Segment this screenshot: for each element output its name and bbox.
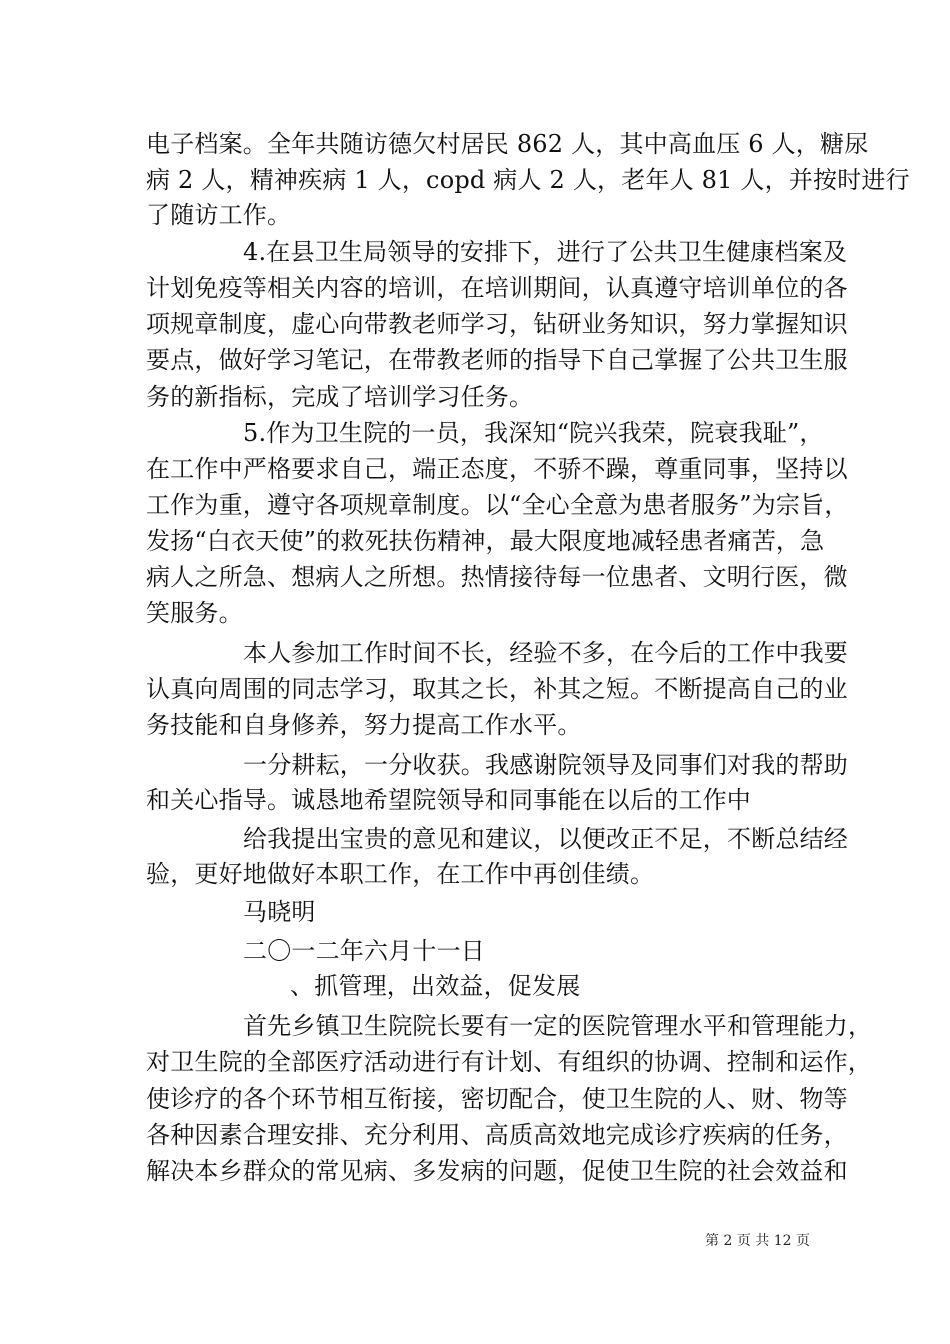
- text-line: 计划免疫等相关内容的培训，在培训期间，认真遵守培训单位的各: [146, 274, 848, 302]
- signature-name: 马晓明: [243, 898, 316, 926]
- text-line: 一分耕耘，一分收获。我感谢院领导及同事们对我的帮助: [243, 751, 848, 779]
- signature-date: 二〇一二年六月十一日: [243, 937, 485, 965]
- text-line: 发扬“白衣天使”的救死扶伤精神，最大限度地减轻患者痛苦，急: [146, 527, 825, 555]
- text-line: 要点，做好学习笔记，在带教老师的指导下自己掌握了公共卫生服: [146, 346, 848, 374]
- page-number: 第 2 页 共 12 页: [705, 1233, 810, 1249]
- text-line: 务技能和自身修养，努力提高工作水平。: [146, 711, 582, 739]
- text-line: 工作为重，遵守各项规章制度。以“全心全意为患者服务”为宗旨，: [146, 491, 849, 519]
- text-line: 在工作中严格要求自己，端正态度，不骄不躁，尊重同事，坚持以: [146, 455, 848, 483]
- text-line: 首先乡镇卫生院院长要有一定的医院管理水平和管理能力，: [243, 1012, 873, 1040]
- text-line: 笑服务。: [146, 599, 243, 627]
- text-line: 对卫生院的全部医疗活动进行有计划、有组织的协调、控制和运作，: [146, 1048, 872, 1076]
- text-line: 和关心指导。诚恳地希望院领导和同事能在以后的工作中: [146, 786, 751, 814]
- text-line: 各种因素合理安排、充分利用、高质高效地完成诊疗疾病的任务，: [146, 1121, 848, 1149]
- text-line: 解决本乡群众的常见病、多发病的问题，促使卫生院的社会效益和: [146, 1157, 848, 1185]
- text-line: 了随访工作。: [146, 201, 292, 229]
- text-line: 认真向周围的同志学习，取其之长，补其之短。不断提高自己的业: [146, 675, 848, 703]
- text-line: 使诊疗的各个环节相互衔接，密切配合，使卫生院的人、财、物等: [146, 1085, 848, 1113]
- text-line: 5.作为卫生院的一员，我深知“院兴我荣，院衰我耻”，: [243, 419, 824, 447]
- text-line: 本人参加工作时间不长，经验不多，在今后的工作中我要: [243, 639, 848, 667]
- text-line: 给我提出宝贵的意见和建议，以便改正不足，不断总结经: [243, 825, 848, 853]
- text-line: 病人之所急、想病人之所想。热情接待每一位患者、文明行医，微: [146, 563, 848, 591]
- section-heading: 、抓管理，出效益，促发展: [290, 972, 581, 1000]
- text-line: 务的新指标，完成了培训学习任务。: [146, 383, 534, 411]
- text-line: 4.在县卫生局领导的安排下，进行了公共卫生健康档案及: [243, 238, 848, 266]
- text-line: 项规章制度，虚心向带教老师学习，钻研业务知识，努力掌握知识: [146, 310, 848, 338]
- text-line: 验，更好地做好本职工作，在工作中再创佳绩。: [146, 860, 655, 888]
- text-line: 电子档案。全年共随访德欠村居民 862 人，其中高血压 6 人，糖尿: [146, 130, 869, 158]
- text-line: 病 2 人，精神疾病 1 人，copd 病人 2 人，老年人 81 人，并按时进行: [146, 166, 910, 194]
